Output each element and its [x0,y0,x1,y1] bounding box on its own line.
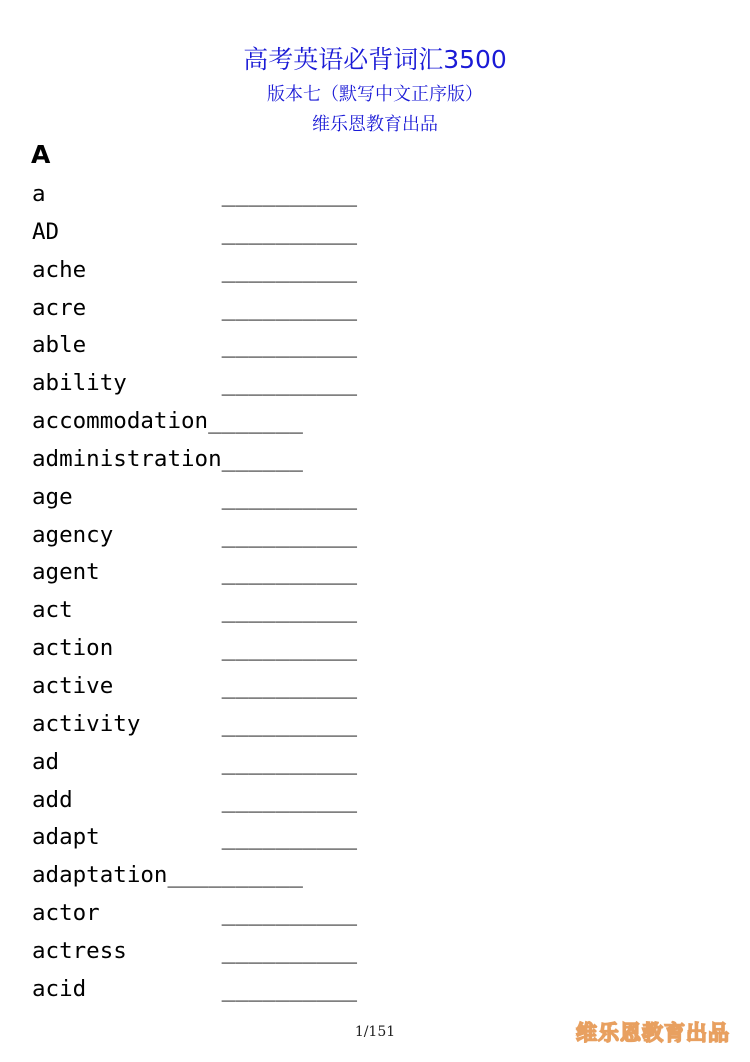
word-row: accommodation_______ [32,408,303,435]
word-row: ad __________ [32,748,358,775]
word-row: age __________ [32,483,358,510]
page-number: 1/151 [354,1024,396,1040]
document-header [0,40,750,140]
word-row: adapt __________ [32,824,358,851]
publisher-watermark: 维乐恩教育出品 [576,1021,730,1045]
word-row: agency __________ [32,521,358,548]
word-row: acid __________ [32,975,358,1002]
word-row: agent __________ [32,559,358,586]
section-letter: A [31,140,51,169]
word-row: AD __________ [32,218,358,245]
word-row: acre __________ [32,294,358,321]
word-row: a __________ [32,181,358,207]
word-row: able __________ [32,332,358,359]
publisher-line: 维乐恩教育出品 [312,114,438,135]
word-row: ache __________ [32,256,358,283]
word-row: act __________ [32,597,358,624]
word-row: add __________ [32,786,358,813]
word-row: actor __________ [32,900,358,927]
word-row: activity __________ [32,710,358,737]
document-title: 高考英语必背词汇3500 [243,45,507,74]
word-row: adaptation__________ [32,862,303,889]
document-subtitle: 版本七（默写中文正序版） [267,84,483,105]
word-row: action __________ [32,635,358,662]
word-row: administration______ [32,445,303,472]
word-row: actress __________ [32,937,358,964]
word-row: ability __________ [32,370,358,397]
word-row: active __________ [32,672,358,699]
word-list [32,176,358,1009]
